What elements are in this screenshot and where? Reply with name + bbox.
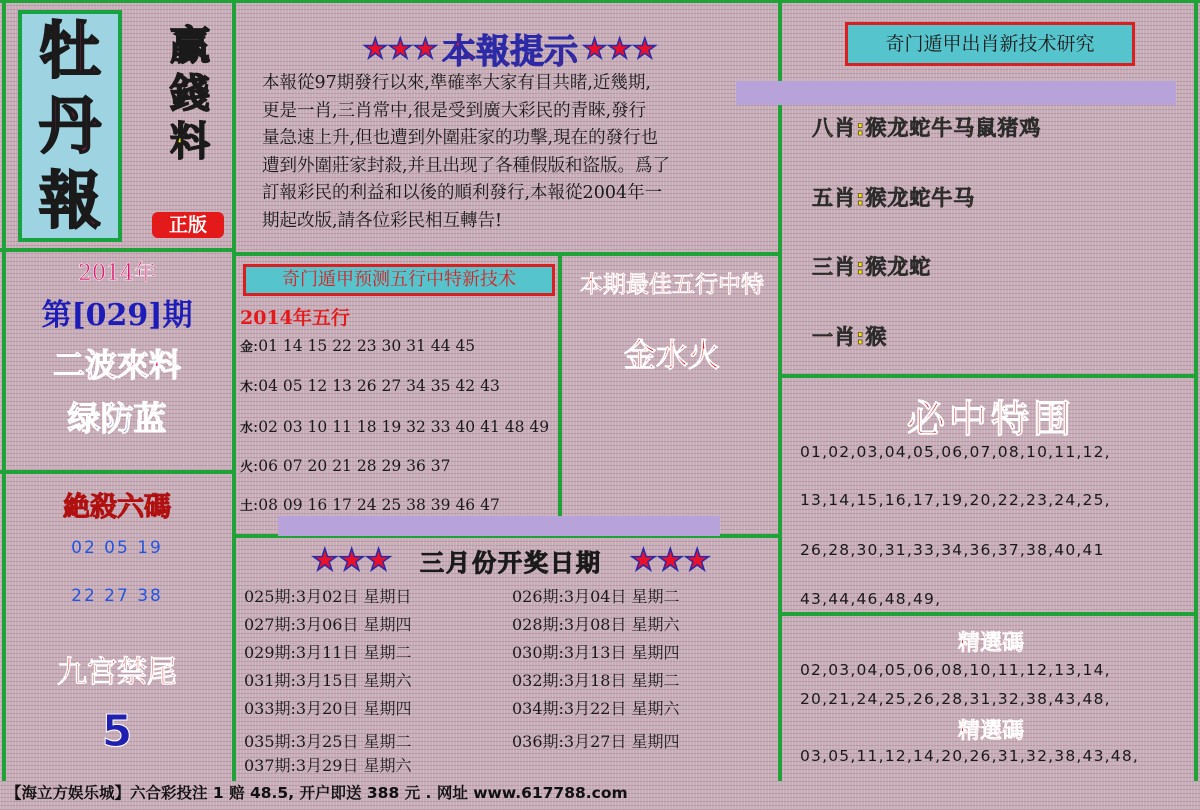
zodiac-row-one: 一肖:猴 [812,325,888,349]
notice-line: 本報從97期發行以來,準確率大家有目共睹,近幾期, [262,73,651,93]
qimen-zodiac-title: 奇门遁甲出肖新技术研究 [845,22,1135,66]
draw-date: 028期:3月08日 星期六 [512,615,680,634]
selected-codes-title: 精選碼 [957,718,1024,744]
special-circle-row: 13,14,15,16,17,19,20,22,23,24,25, [800,491,1111,509]
wave-label: 二波來料 [52,346,181,384]
slogan-char: 錢 [170,71,210,117]
year-label: 2014年 [78,261,156,286]
star-icon: ★★★ [582,31,658,65]
draw-date-row [244,668,780,691]
genuine-badge: 正版 [152,212,224,238]
draw-date: 029期:3月11日 星期二 [244,643,412,662]
star-icon: ★★★ [362,31,438,65]
wuxing-row [240,495,562,514]
draw-date-row [244,753,780,776]
slogan-char: 贏 [170,23,210,69]
wuxing-numbers: :02 03 10 11 18 19 32 33 40 41 48 49 [253,418,550,436]
selected-codes-title: 精選碼 [957,630,1024,656]
draw-date: 037期:3月29日 星期六 [244,756,412,775]
notice-line: 訂報彩民的利益和以後的順利發行,本報從2004年一 [262,183,663,204]
wuxing-numbers: :01 14 15 22 23 30 31 44 45 [253,337,476,355]
draw-date-row [244,696,780,719]
notice-title [340,26,680,70]
wuxing-numbers: :06 07 20 21 28 29 36 37 [253,457,451,475]
star-icon: ★★★ [311,542,392,578]
decorative-strip [736,81,1176,105]
draw-date: 026期:3月04日 星期二 [512,587,680,606]
notice-line: 更是一肖,三肖常中,很是受到廣大彩民的青睞,發行 [262,100,647,121]
kill-six-row: 22 27 38 [71,586,163,606]
best-wuxing-title: 本期最佳五行中特 [580,271,764,298]
wuxing-row [240,417,562,436]
wuxing-row [240,336,562,355]
grid-line [232,0,236,781]
grid-line [0,248,232,252]
draw-date: 033期:3月20日 星期四 [244,699,412,718]
wuxing-row [240,376,562,395]
grid-line [0,0,1200,3]
zodiac-row-three: 三肖:猴龙蛇 [812,255,932,279]
draw-date-row [244,640,780,663]
zodiac-row-eight: 八肖:猴龙蛇牛马鼠猪鸡 [812,116,1042,140]
grid-line [782,612,1196,616]
notice-line: 遭到外圍莊家封殺,并且出现了各種假版和盜版。爲了 [262,155,671,176]
draw-date: 036期:3月27日 星期四 [512,732,680,751]
notice-line: 量急速上升,但也遭到外圍莊家的功擊,現在的發行也 [262,128,659,149]
slogan-char: 料 [170,119,210,165]
notice-line: 期起改版,請各位彩民相互轉告! [262,210,503,231]
wuxing-numbers: :04 05 12 13 26 27 34 35 42 43 [253,377,500,395]
draw-date [512,753,780,776]
selected-codes-row: 20,21,24,25,26,28,31,32,38,43,48, [800,690,1111,708]
draw-date-row [244,729,780,752]
grid-line [236,252,780,256]
wuxing-key: 金 [240,340,254,355]
selected-codes-row: 02,03,04,05,06,08,10,11,12,13,14, [800,661,1111,679]
draw-date: 032期:3月18日 星期二 [512,671,680,690]
draw-dates-title-text: 三月份开奖日期 [420,547,602,577]
best-wuxing-value: 金水火 [623,336,720,374]
selected-codes-row: 03,05,11,12,14,20,26,31,32,38,43,48, [800,747,1140,765]
wuxing-key: 木 [240,380,254,395]
grid-line [0,470,232,474]
draw-date: 035期:3月25日 星期二 [244,732,412,751]
special-circle-row: 01,02,03,04,05,06,07,08,10,11,12, [800,443,1111,461]
nine-palace-tail-value: 5 [101,706,133,757]
draw-date: 034期:3月22日 星期六 [512,699,680,718]
wuxing-key: 火 [240,460,254,475]
draw-date: 027期:3月06日 星期四 [244,615,412,634]
wuxing-key: 水 [240,421,254,436]
zodiac-row-five: 五肖:猴龙蛇牛马 [812,186,976,210]
wuxing-year: 2014年五行 [240,307,350,329]
wuxing-numbers: :08 09 16 17 24 25 38 39 46 47 [253,496,500,514]
ad-banner[interactable]: 【海立方娱乐城】六合彩投注 1 赔 48.5, 开户即送 388 元 . 网址 www.617788.com [6,784,628,802]
wuxing-title: 奇门遁甲预测五行中特新技术 [243,264,555,296]
logo-char: 報 [38,163,101,237]
grid-line [782,374,1196,378]
draw-date: 031期:3月15日 星期六 [244,671,412,690]
draw-date-row [244,584,780,607]
logo-char: 丹 [38,88,101,162]
star-icon: ★★★ [630,542,711,578]
issue-number: 第[029]期 [41,298,193,333]
draw-date-row [244,612,780,635]
nine-palace-tail-title: 九宫禁尾 [57,655,177,690]
wuxing-row [240,456,562,475]
kill-six-title: 絶殺六碼 [63,492,171,523]
logo-char: 牡 [38,14,101,88]
special-circle-row: 43,44,46,48,49, [800,590,942,608]
slogan [150,22,230,166]
draw-date: 030期:3月13日 星期四 [512,643,680,662]
special-circle-title: 必中特围 [906,396,1075,441]
decorative-strip [278,516,720,536]
notice-body [262,70,774,236]
wave-value: 绿防蓝 [67,399,167,438]
newspaper-logo [18,10,122,242]
draw-dates-title [246,540,776,580]
kill-six-row: 02 05 19 [71,538,163,558]
draw-date: 025期:3月02日 星期日 [244,587,412,606]
special-circle-row: 26,28,30,31,33,34,36,37,38,40,41 [800,541,1105,559]
wuxing-key: 土 [240,499,254,514]
notice-title-text: 本報提示 [442,31,578,72]
